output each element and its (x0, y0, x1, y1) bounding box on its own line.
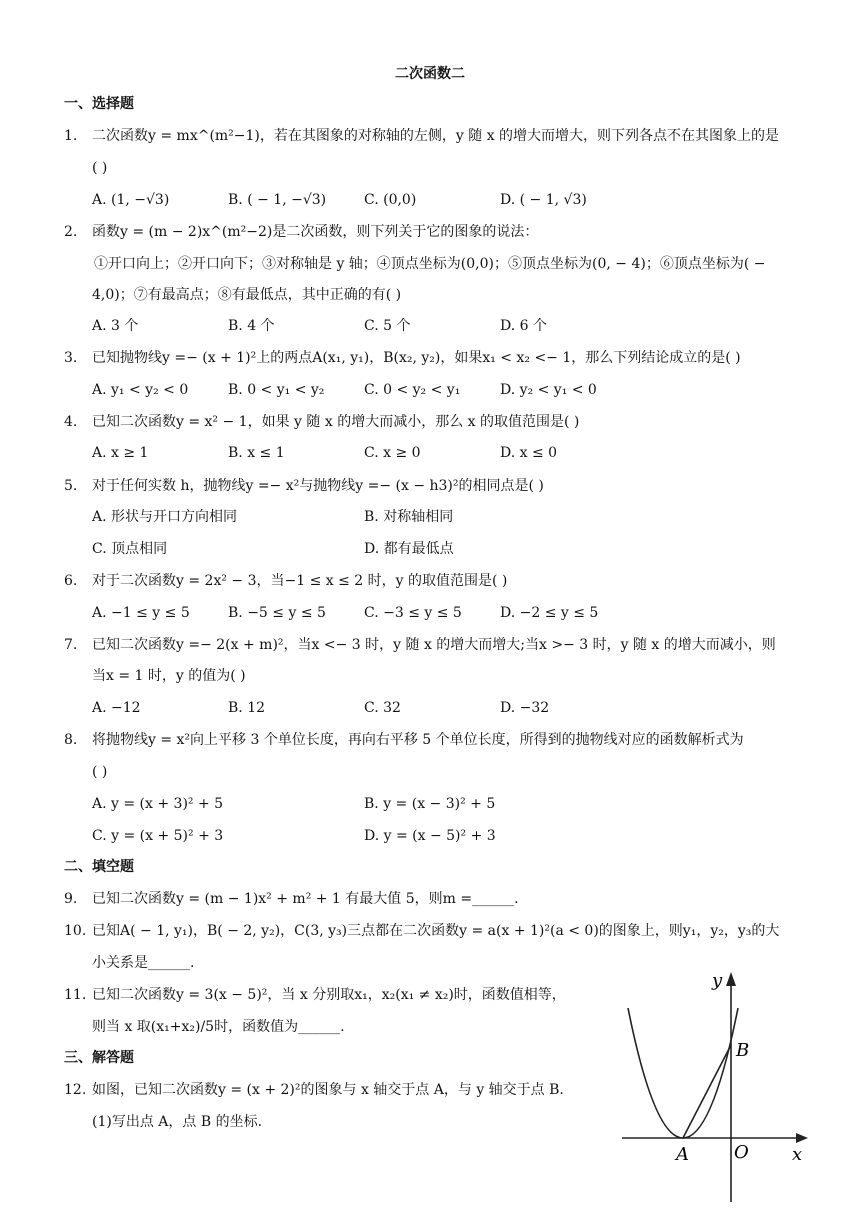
y-axis-arrow (726, 972, 736, 986)
question-number: 6. (64, 573, 78, 589)
option-a: A. −1 ≤ y ≤ 5 (92, 605, 190, 621)
parabola-figure (618, 966, 814, 1206)
option-b: B. 对称轴相同 (364, 509, 454, 525)
option-d: D. x ≤ 0 (500, 445, 558, 461)
question-text: 对于任何实数 h，抛物线y =− x²与抛物线y =− (x − h3)²的相同点是( ) (92, 478, 544, 494)
question-text: 则当 x 取(x₁+x₂)/5时，函数值为______. (92, 1019, 345, 1035)
question-text: 二次函数y = mx^(m²−1)，若在其图象的对称轴的左侧，y 随 x 的增大而增大，则下列各点不在其图象上的是 (92, 128, 780, 144)
x-axis-label: x (792, 1144, 803, 1165)
x-axis-arrow (796, 1133, 808, 1143)
question-text: ( ) (92, 764, 108, 780)
option-b: B. 4 个 (228, 318, 275, 334)
option-b: B. 0 < y₁ < y₂ (228, 382, 325, 398)
option-d: D. ( − 1, √3) (500, 192, 587, 208)
question-number: 5. (64, 478, 78, 494)
option-b: B. 12 (228, 700, 266, 716)
question-number: 8. (64, 732, 78, 748)
question-text: 已知二次函数y =− 2(x + m)²，当x <− 3 时，y 随 x 的增大而增大;当x >− 3 时，y 随 x 的增大而减小，则 (92, 637, 776, 653)
option-d: D. −2 ≤ y ≤ 5 (500, 605, 599, 621)
origin-label: O (734, 1142, 749, 1163)
question-text: 已知二次函数y = 3(x − 5)²，当 x 分别取x₁，x₂(x₁ ≠ x₂)时，函数值相等， (92, 987, 566, 1003)
option-a: A. (1, −√3) (92, 192, 170, 208)
option-c: C. −3 ≤ y ≤ 5 (364, 605, 462, 621)
section-heading-answer: 三、解答题 (64, 1050, 134, 1066)
question-number: 9. (64, 891, 78, 907)
option-a: A. 形状与开口方向相同 (92, 509, 238, 525)
section-heading-fill: 二、填空题 (64, 859, 134, 875)
question-text: ( ) (92, 160, 108, 176)
question-number: 7. (64, 637, 78, 653)
option-a: A. y = (x + 3)² + 5 (92, 796, 224, 812)
page-title: 二次函数二 (395, 66, 465, 82)
question-text: 已知抛物线y =− (x + 1)²上的两点A(x₁, y₁)，B(x₂, y₂)，如果x₁ < x₂ <− 1，那么下列结论成立的是( ) (92, 350, 741, 366)
section-heading-choice: 一、选择题 (64, 96, 134, 112)
option-d: D. 6 个 (500, 318, 547, 334)
option-d: D. y = (x − 5)² + 3 (364, 828, 496, 844)
question-text: ①开口向上；②开口向下；③对称轴是 y 轴；④顶点坐标为(0,0)；⑤顶点坐标为(0, − 4)；⑥顶点坐标为( − (94, 256, 766, 272)
option-c: C. 32 (364, 700, 401, 716)
option-d: D. y₂ < y₁ < 0 (500, 382, 597, 398)
option-b: B. −5 ≤ y ≤ 5 (228, 605, 326, 621)
option-a: A. 3 个 (92, 318, 139, 334)
question-text: 对于二次函数y = 2x² − 3，当−1 ≤ x ≤ 2 时，y 的取值范围是( ) (92, 573, 508, 589)
option-d: D. 都有最低点 (364, 541, 454, 557)
question-number: 12. (64, 1082, 87, 1098)
question-text: 函数y = (m − 2)x^(m²−2)是二次函数，则下列关于它的图象的说法： (92, 224, 539, 240)
question-text: 小关系是______. (92, 955, 195, 971)
option-d: D. −32 (500, 700, 550, 716)
option-b: B. ( − 1, −√3) (228, 192, 327, 208)
question-text: 将抛物线y = x²向上平移 3 个单位长度，再向右平移 5 个单位长度，所得到的抛物线对应的函数解析式为 (92, 732, 744, 748)
question-text: 已知A( − 1, y₁)，B( − 2, y₂)，C(3, y₃)三点都在二次函数y = a(x + 1)²(a < 0)的图象上，则y₁，y₂，y₃的大 (92, 923, 780, 939)
option-a: A. y₁ < y₂ < 0 (92, 382, 189, 398)
option-b: B. y = (x − 3)² + 5 (364, 796, 496, 812)
option-c: C. y = (x + 5)² + 3 (92, 828, 224, 844)
question-number: 10. (64, 923, 87, 939)
question-text: 当x = 1 时，y 的值为( ) (92, 668, 246, 684)
option-c: C. 0 < y₂ < y₁ (364, 382, 461, 398)
y-axis-label: y (712, 970, 723, 991)
question-text: 已知二次函数y = (m − 1)x² + m² + 1 有最大值 5，则m =______. (92, 891, 519, 907)
question-text: 如图，已知二次函数y = (x + 2)²的图象与 x 轴交于点 A，与 y 轴交于点 B. (92, 1082, 564, 1098)
segment-ab (683, 1045, 731, 1138)
question-number: 2. (64, 224, 78, 240)
option-a: A. −12 (92, 700, 141, 716)
question-number: 1. (64, 128, 78, 144)
point-a-label: A (676, 1144, 689, 1165)
question-number: 3. (64, 350, 78, 366)
question-text: 已知二次函数y = x² − 1，如果 y 随 x 的增大而减小，那么 x 的取值范围是( ) (92, 414, 580, 430)
question-text: (1)写出点 A，点 B 的坐标. (92, 1114, 263, 1130)
option-c: C. (0,0) (364, 192, 417, 208)
parabola-curve (628, 1008, 738, 1138)
question-text: 4,0)；⑦有最高点；⑧有最低点，其中正确的有( ) (92, 287, 402, 303)
option-c: C. 顶点相同 (92, 541, 168, 557)
question-number: 4. (64, 414, 78, 430)
option-c: C. 5 个 (364, 318, 411, 334)
option-b: B. x ≤ 1 (228, 445, 285, 461)
point-b-label: B (736, 1040, 750, 1061)
option-a: A. x ≥ 1 (92, 445, 149, 461)
question-number: 11. (64, 987, 87, 1003)
option-c: C. x ≥ 0 (364, 445, 421, 461)
